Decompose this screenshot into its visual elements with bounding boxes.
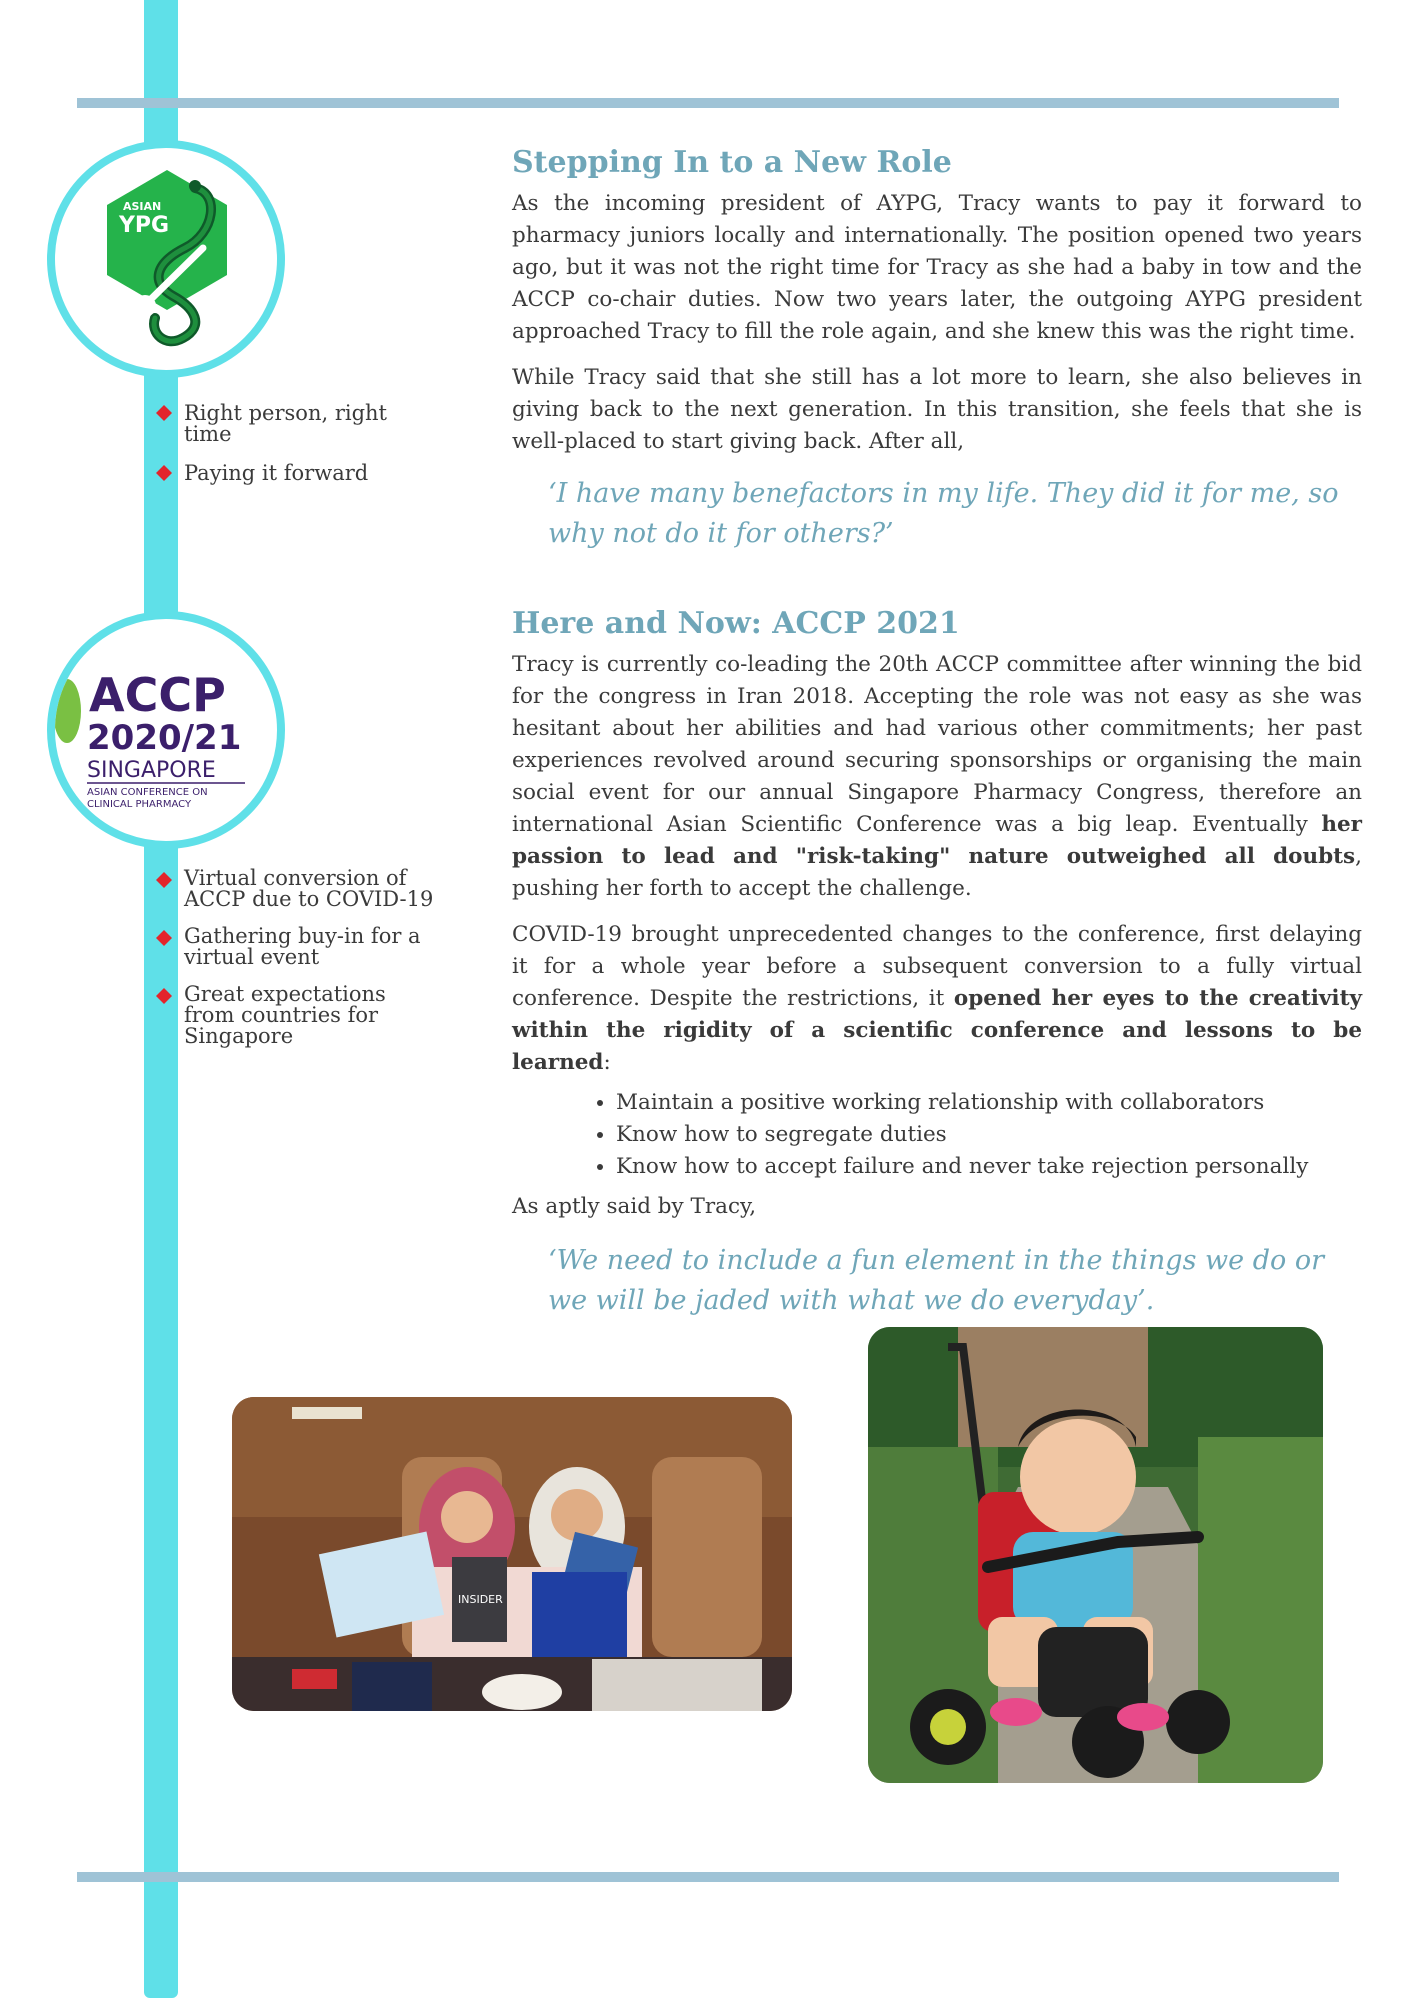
aypg-logo — [55, 148, 277, 370]
section-accp-2021 — [512, 606, 1362, 1321]
logo-text-asian: ASIAN — [123, 200, 162, 213]
logo-text-year: 2020/21 — [87, 718, 242, 758]
conference-photo — [232, 1397, 792, 1711]
highlight-label: Great expectations from countries for Singapore — [184, 982, 386, 1048]
pull-quote: ‘We need to include a fun element in the things we do or we will be jaded with what we do everyday’. — [548, 1245, 1324, 1316]
lessons-list — [512, 1087, 1362, 1183]
diamond-bullet-icon — [156, 465, 172, 481]
logo-text-conference: ASIAN CONFERENCE ON — [87, 787, 208, 798]
emphasis-text: opened her eyes to the creativity within the rigidity of a scientific conference and lessons to be learned — [512, 986, 1363, 1075]
paragraph: As the incoming president of AYPG, Tracy wants to pay it forward to pharmacy juniors locally and internationally. The position opened two years ago, but it was not the right time for Tracy as she had a baby in tow and the ACCP co-chair duties. Now two years later, the outgoing AYPG president approached Tracy to fill the role again, and she knew this was the right time. — [512, 191, 1362, 344]
logo-text-accp: ACCP — [89, 668, 226, 722]
highlights-list-2 — [150, 868, 440, 1059]
text-run: : — [603, 1050, 611, 1075]
list-item — [150, 403, 440, 445]
highlight-label: Virtual conversion of ACCP due to COVID-19 — [184, 866, 434, 911]
list-item: • Maintain a positive working relationship with collaborators — [616, 1087, 1362, 1119]
child-photo — [868, 1327, 1323, 1783]
list-item — [150, 463, 440, 484]
diamond-bullet-icon — [156, 930, 172, 946]
section-new-role — [512, 145, 1362, 554]
logo-text-singapore: SINGAPORE — [87, 758, 216, 783]
diamond-bullet-icon — [156, 872, 172, 888]
paragraph: As aptly said by Tracy, — [512, 1194, 757, 1219]
highlights-list-1 — [150, 403, 440, 496]
list-item — [150, 868, 440, 910]
emphasis-text: her passion to lead and "risk-taking" nature outweighed all doubts — [512, 812, 1362, 869]
highlight-label: Paying it forward — [184, 461, 369, 485]
list-item — [150, 926, 440, 968]
top-rule — [77, 98, 1339, 108]
book-label: INSIDER — [458, 1593, 503, 1606]
section-heading: Here and Now: ACCP 2021 — [512, 606, 960, 641]
list-item: • Know how to accept failure and never take rejection personally — [616, 1151, 1362, 1183]
list-item — [150, 984, 440, 1047]
aypg-logo-circle — [47, 140, 285, 378]
accp-logo-circle — [47, 611, 285, 849]
logo-text-clinical: CLINICAL PHARMACY — [87, 799, 192, 810]
text-run: COVID-19 brought unprecedented changes to the conference, first delaying it for a whole year before a subsequent conversion to a fully virtual conference. Despite the restrictions, it — [512, 922, 1362, 1011]
diamond-bullet-icon — [156, 405, 172, 421]
diamond-bullet-icon — [156, 988, 172, 1004]
section-heading: Stepping In to a New Role — [512, 145, 952, 180]
text-run: , pushing her forth to accept the challenge. — [512, 844, 1362, 901]
accp-logo — [55, 619, 277, 841]
pull-quote: ‘I have many benefactors in my life. They did it for me, so why not do it for others?’ — [548, 478, 1339, 549]
highlight-label: Gathering buy-in for a virtual event — [184, 924, 421, 969]
photo-child-trike — [868, 1327, 1323, 1783]
photo-conference — [232, 1397, 792, 1711]
logo-text-ypg: YPG — [119, 213, 170, 238]
paragraph — [512, 919, 1362, 1079]
paragraph: While Tracy said that she still has a lot more to learn, she also believes in giving back to the next generation. In this transition, she feels that she is well-placed to start giving back. After all, — [512, 365, 1362, 454]
list-item: • Know how to segregate duties — [616, 1119, 1362, 1151]
text-run: Tracy is currently co-leading the 20th ACCP committee after winning the bid for the congress in Iran 2018. Accepting the role was not easy as she was hesitant about her abilities and had various other commitments; her past experiences revolved around securing sponsorships or organising the main social event for our annual Singapore Pharmacy Congress, therefore an international Asian Scientific Conference was a big leap. Eventually — [512, 652, 1362, 837]
highlight-label: Right person, right time — [184, 401, 387, 446]
paragraph — [512, 649, 1362, 905]
bottom-rule — [77, 1872, 1339, 1882]
